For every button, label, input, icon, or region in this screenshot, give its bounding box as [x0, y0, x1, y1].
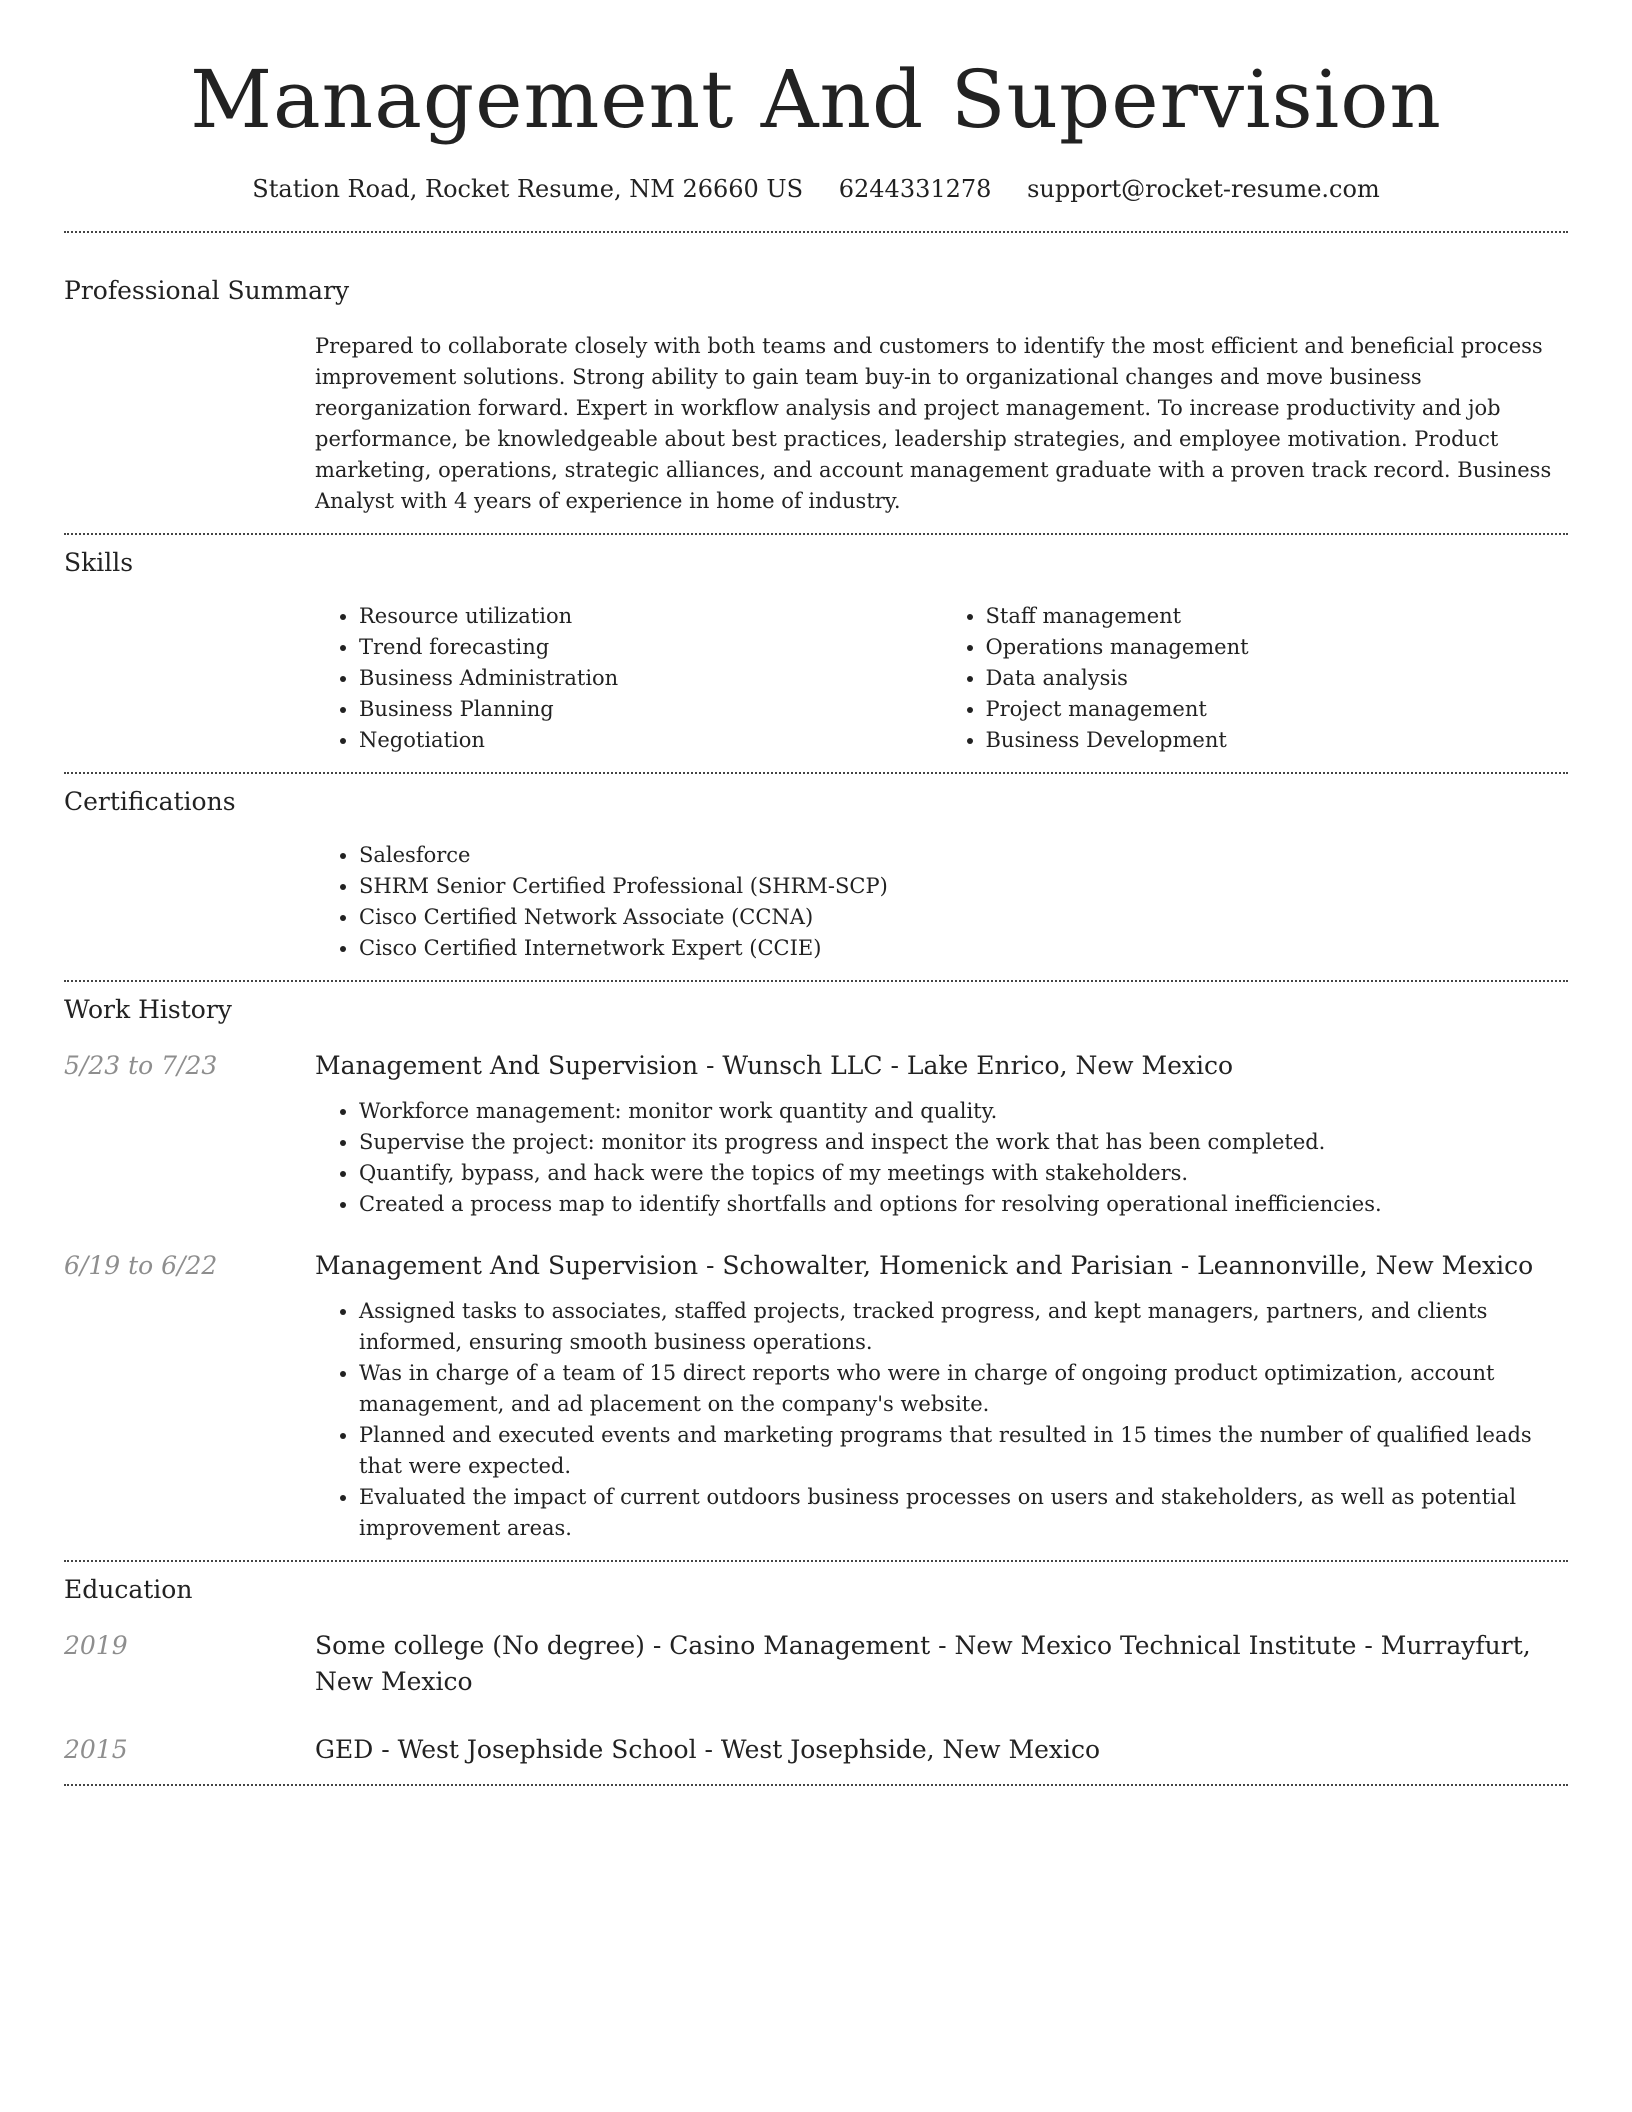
- education-year: 2015: [64, 1735, 128, 1764]
- skills-section: [64, 545, 1568, 756]
- job-heading: Management And Supervision - Wunsch LLC - Lake Enrico, New Mexico: [315, 1051, 1234, 1080]
- work-history-title: Work History: [64, 995, 232, 1024]
- job-bullets: [315, 1096, 1568, 1220]
- skill-item: • Negotiation: [359, 725, 942, 756]
- job-entry: [64, 1248, 1568, 1544]
- job-header: [64, 1248, 1568, 1284]
- divider: [64, 772, 1568, 774]
- job-bullet: • Was in charge of a team of 15 direct reports who were in charge of ongoing product optimization, account management, and ad placement on the company's website.: [359, 1358, 1568, 1420]
- job-dates: 5/23 to 7/23: [64, 1051, 218, 1080]
- skills-grid: [315, 601, 1568, 756]
- divider: [64, 1560, 1568, 1562]
- skill-item: • Trend forecasting: [359, 632, 942, 663]
- job-details: [315, 1096, 1568, 1220]
- job-bullet: • Evaluated the impact of current outdoors business processes on users and stakeholders, as well as potential improvement areas.: [359, 1482, 1568, 1544]
- education-section: [64, 1572, 1568, 1768]
- skills-list-1: [315, 601, 942, 756]
- job-details: [315, 1296, 1568, 1544]
- job-bullet: • Workforce management: monitor work quantity and quality.: [359, 1096, 1568, 1127]
- skill-item: • Staff management: [986, 601, 1569, 632]
- education-heading: GED - West Josephside School - West Josephside, New Mexico: [315, 1735, 1101, 1764]
- education-entry: [64, 1732, 1568, 1768]
- certifications-body: [315, 840, 1568, 964]
- education-year: 2019: [64, 1631, 128, 1660]
- skill-item: • Business Planning: [359, 694, 942, 725]
- skill-item: • Operations management: [986, 632, 1569, 663]
- job-entry: [64, 1048, 1568, 1220]
- job-header: [64, 1048, 1568, 1084]
- contact-phone: 6244331278: [838, 175, 992, 203]
- skill-item: • Business Administration: [359, 663, 942, 694]
- job-bullet: • Created a process map to identify shortfalls and options for resolving operational inefficiencies.: [359, 1189, 1568, 1220]
- summary-title: Professional Summary: [64, 276, 350, 305]
- skill-item: • Project management: [986, 694, 1569, 725]
- education-title: Education: [64, 1575, 193, 1604]
- job-bullets: [315, 1296, 1568, 1544]
- certification-item: • Cisco Certified Internetwork Expert (CCIE): [359, 933, 1568, 964]
- job-heading: Management And Supervision - Schowalter, Homenick and Parisian - Leannonville, New Mexico: [315, 1251, 1534, 1280]
- job-bullet: • Assigned tasks to associates, staffed projects, tracked progress, and kept managers, partners, and clients informed, ensuring smooth business operations.: [359, 1296, 1568, 1358]
- divider: [64, 533, 1568, 535]
- skills-title: Skills: [64, 548, 134, 577]
- certification-item: • SHRM Senior Certified Professional (SHRM-SCP): [359, 871, 1568, 902]
- work-history-section: [64, 992, 1568, 1544]
- contact-line: [64, 170, 1568, 208]
- skills-list-2: [942, 601, 1569, 756]
- certification-item: • Salesforce: [359, 840, 1568, 871]
- job-bullet: • Supervise the project: monitor its progress and inspect the work that has been completed.: [359, 1127, 1568, 1158]
- certifications-title: Certifications: [64, 787, 236, 816]
- education-entry: [64, 1628, 1568, 1700]
- contact-address: Station Road, Rocket Resume, NM 26660 US: [252, 175, 804, 203]
- divider: [64, 231, 1568, 233]
- skill-item: • Resource utilization: [359, 601, 942, 632]
- divider: [64, 980, 1568, 982]
- job-bullet: • Planned and executed events and marketing programs that resulted in 15 times the number of qualified leads that were expected.: [359, 1420, 1568, 1482]
- divider: [64, 1784, 1568, 1786]
- skill-item: • Data analysis: [986, 663, 1569, 694]
- summary-section: [64, 273, 1568, 517]
- resume-name: Management And Supervision: [190, 53, 1442, 146]
- skill-item: • Business Development: [986, 725, 1569, 756]
- certification-item: • Cisco Certified Network Associate (CCNA): [359, 902, 1568, 933]
- certifications-section: [64, 784, 1568, 964]
- certifications-list: [315, 840, 1568, 964]
- education-heading: Some college (No degree) - Casino Management - New Mexico Technical Institute - Murrayfurt, New Mexico: [315, 1631, 1531, 1696]
- job-dates: 6/19 to 6/22: [64, 1251, 218, 1280]
- summary-text: Prepared to collaborate closely with both teams and customers to identify the most efficient and beneficial process improvement solutions. Strong ability to gain team buy-in to organizational changes and move business reorganization forward. Expert in workflow analysis and project management. To increase productivity and job performance, be knowledgeable about best practices, leadership strategies, and employee motivation. Product marketing, operations, strategic alliances, and account management graduate with a proven track record. Business Analyst with 4 years of experience in home of industry.: [315, 334, 1552, 513]
- job-bullet: • Quantify, bypass, and hack were the topics of my meetings with stakeholders.: [359, 1158, 1568, 1189]
- contact-email: support@rocket-resume.com: [1027, 175, 1380, 203]
